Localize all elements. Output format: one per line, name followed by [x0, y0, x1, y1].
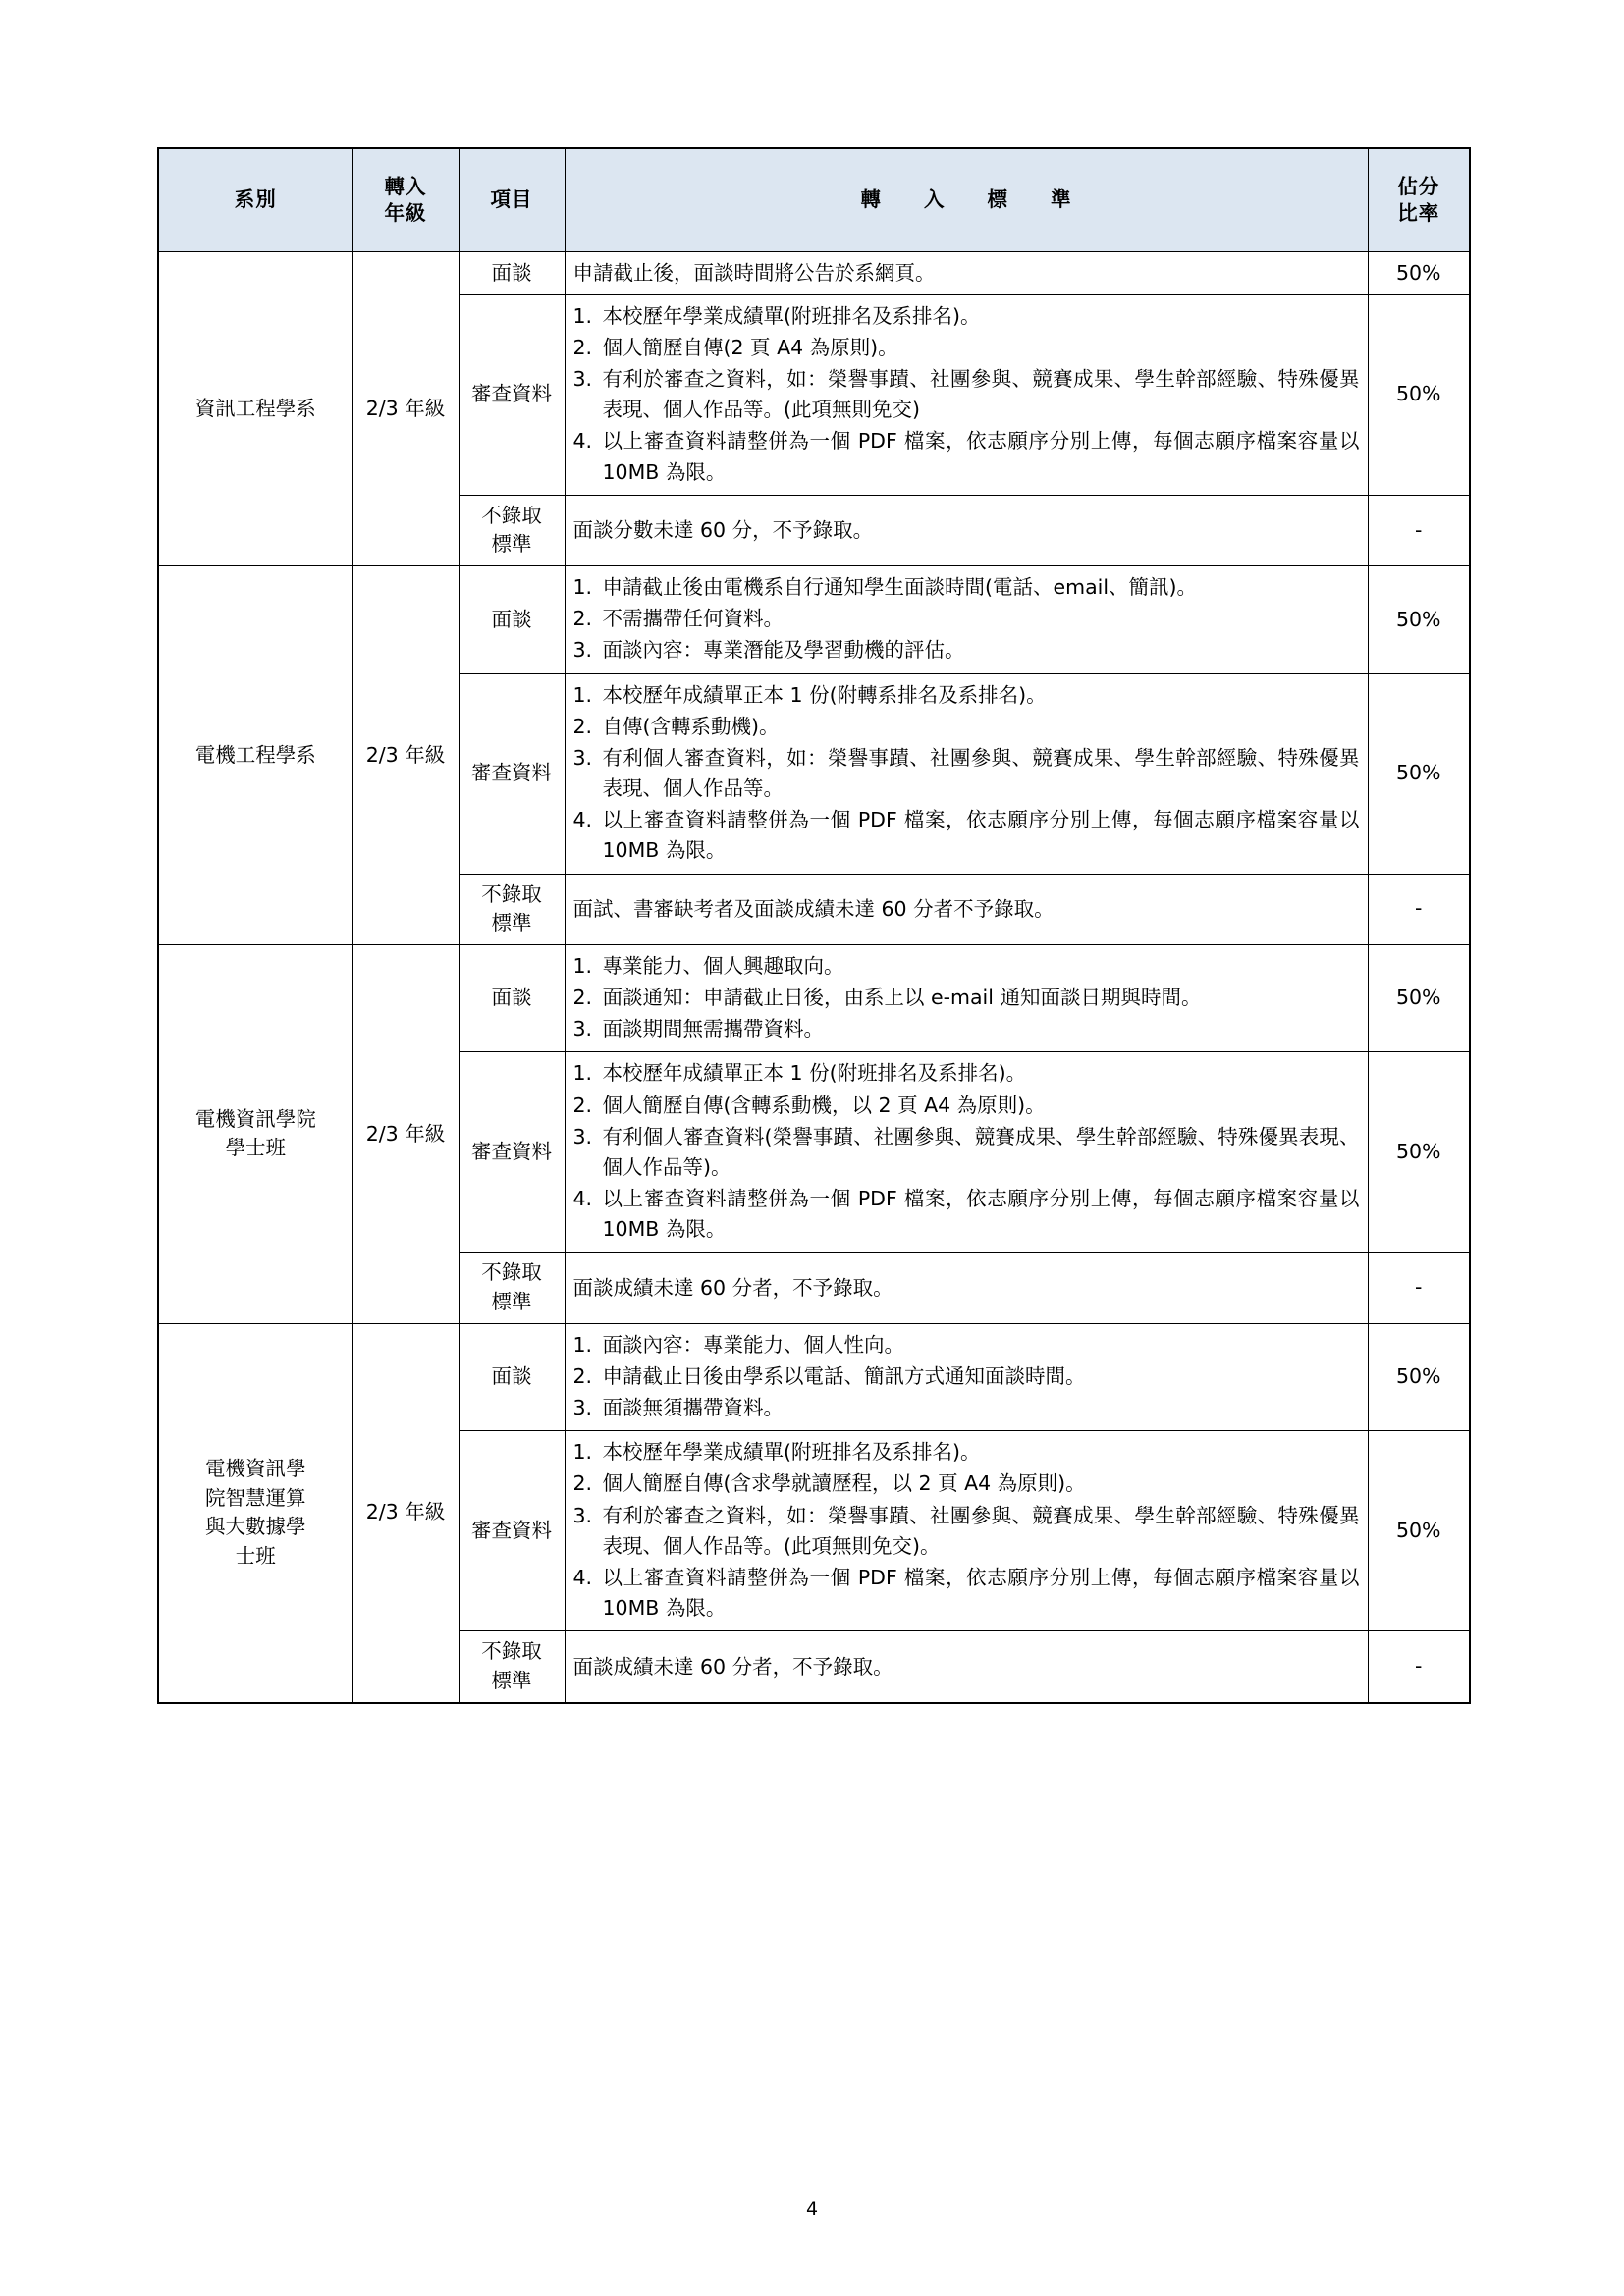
list-number: 1.	[572, 1061, 593, 1086]
item-cell-interview-4: 面談	[459, 1323, 565, 1430]
grade-cell-3: 2/3 年級	[352, 944, 459, 1323]
list-number: 2.	[572, 986, 593, 1010]
item-line2: 標準	[491, 1668, 532, 1692]
item-line1: 不錄取	[481, 1260, 542, 1285]
criteria-cell-reject-4	[565, 1631, 1368, 1703]
list-number: 3.	[572, 745, 593, 770]
dept-line1: 電機資訊學	[205, 1456, 306, 1480]
dept-line4: 士班	[235, 1543, 276, 1568]
header-item: 項目	[459, 148, 565, 252]
criteria-cell-interview-3	[565, 944, 1368, 1051]
list-number: 4.	[572, 1187, 593, 1211]
list-item: 3. 面談期間無需攜帶資料。	[573, 1014, 1360, 1044]
list-item: 2. 個人簡歷自傳(含轉系動機，以 2 頁 A4 為原則)。	[573, 1091, 1360, 1121]
dept-cell-4	[158, 1323, 352, 1702]
item-cell-interview-3: 面談	[459, 944, 565, 1051]
list-item: 2. 自傳(含轉系動機)。	[573, 712, 1360, 742]
list-item: 1. 本校歷年成績單正本 1 份(附轉系排名及系排名)。	[573, 680, 1360, 711]
list-item: 3. 有利於審查之資料，如：榮譽事蹟、社團參與、競賽成果、學生幹部經驗、特殊優異表現、個人作品等。(此項無則免交)。	[573, 1501, 1360, 1562]
item-cell-interview-2: 面談	[459, 566, 565, 673]
ratio-cell-interview-1: 50%	[1368, 252, 1470, 295]
list-number: 2.	[572, 1093, 593, 1117]
list-number: 3.	[572, 1503, 593, 1527]
criteria-list	[573, 1330, 1360, 1423]
header-department: 系別	[158, 148, 352, 252]
criteria-cell-review-1	[565, 294, 1368, 495]
list-number: 3.	[572, 1017, 593, 1041]
table-body	[158, 252, 1470, 1703]
header-grade	[352, 148, 459, 252]
page-number: 4	[805, 2198, 819, 2219]
list-item: 2. 面談通知：申請截止日後，由系上以 e-mail 通知面談日期與時間。	[573, 983, 1360, 1013]
table-row	[158, 944, 1470, 1051]
criteria-cell-interview-4	[565, 1323, 1368, 1430]
criteria-text: 面談成績未達 60 分者，不予錄取。	[572, 1654, 893, 1679]
list-number: 2.	[572, 335, 593, 359]
list-number: 3.	[572, 367, 593, 392]
ratio-cell-reject-1: -	[1368, 495, 1470, 565]
grade-cell-4: 2/3 年級	[352, 1323, 459, 1702]
criteria-cell-reject-2	[565, 874, 1368, 944]
list-item: 4. 以上審查資料請整併為一個 PDF 檔案，依志願序分別上傳，每個志願序檔案容量以 10MB 為限。	[573, 805, 1360, 866]
list-number: 2.	[572, 1471, 593, 1496]
dept-cell-1: 資訊工程學系	[158, 252, 352, 566]
item-line2: 標準	[491, 911, 532, 935]
criteria-text: 申請截止後，面談時間將公告於系網頁。	[572, 261, 936, 285]
list-number: 4.	[572, 1565, 593, 1589]
criteria-text: 面談分數未達 60 分，不予錄取。	[572, 518, 874, 543]
list-number: 1.	[572, 953, 593, 978]
item-cell-review-4: 審查資料	[459, 1431, 565, 1631]
list-number: 3.	[572, 1124, 593, 1148]
list-number: 4.	[572, 429, 593, 454]
list-number: 1.	[572, 682, 593, 707]
list-item: 1. 本校歷年成績單正本 1 份(附班排名及系排名)。	[573, 1058, 1360, 1089]
item-cell-review-2: 審查資料	[459, 673, 565, 874]
list-item: 2. 不需攜帶任何資料。	[573, 604, 1360, 634]
ratio-cell-reject-3: -	[1368, 1253, 1470, 1323]
list-number: 2.	[572, 607, 593, 631]
list-item: 3. 面談內容：專業潛能及學習動機的評估。	[573, 635, 1360, 666]
ratio-cell-review-4: 50%	[1368, 1431, 1470, 1631]
item-line1: 不錄取	[481, 503, 542, 527]
list-number: 4.	[572, 808, 593, 832]
dept-line2: 學士班	[225, 1136, 286, 1160]
ratio-cell-interview-4: 50%	[1368, 1323, 1470, 1430]
ratio-cell-review-1: 50%	[1368, 294, 1470, 495]
grade-cell-1: 2/3 年級	[352, 252, 459, 566]
list-item: 3. 有利個人審查資料(榮譽事蹟、社團參與、競賽成果、學生幹部經驗、特殊優異表現、個人作品等)。	[573, 1122, 1360, 1183]
list-item: 2. 申請截止日後由學系以電話、簡訊方式通知面談時間。	[573, 1362, 1360, 1392]
ratio-cell-reject-4: -	[1368, 1631, 1470, 1703]
list-number: 1.	[572, 1440, 593, 1465]
criteria-text: 面談成績未達 60 分者，不予錄取。	[572, 1275, 893, 1300]
list-number: 1.	[572, 303, 593, 328]
criteria-list	[573, 1437, 1360, 1624]
criteria-list	[573, 301, 1360, 488]
list-item: 4. 以上審查資料請整併為一個 PDF 檔案，依志願序分別上傳，每個志願序檔案容量以 10MB 為限。	[573, 426, 1360, 487]
list-item: 3. 有利於審查之資料，如：榮譽事蹟、社團參與、競賽成果、學生幹部經驗、特殊優異表現、個人作品等。(此項無則免交)	[573, 364, 1360, 425]
criteria-cell-interview-1	[565, 252, 1368, 295]
list-item: 4. 以上審查資料請整併為一個 PDF 檔案，依志願序分別上傳，每個志願序檔案容量以 10MB 為限。	[573, 1184, 1360, 1245]
list-number: 3.	[572, 1396, 593, 1420]
criteria-cell-interview-2	[565, 566, 1368, 673]
list-item: 3. 有利個人審查資料，如：榮譽事蹟、社團參與、競賽成果、學生幹部經驗、特殊優異表現、個人作品等。	[573, 743, 1360, 804]
header-ratio	[1368, 148, 1470, 252]
criteria-cell-reject-1	[565, 495, 1368, 565]
item-cell-review-1: 審查資料	[459, 294, 565, 495]
header-grade-line1: 轉入	[384, 175, 427, 199]
criteria-list	[573, 572, 1360, 666]
ratio-cell-review-2: 50%	[1368, 673, 1470, 874]
item-cell-reject-3	[459, 1253, 565, 1323]
ratio-cell-interview-3: 50%	[1368, 944, 1470, 1051]
list-number: 2.	[572, 714, 593, 738]
header-ratio-line1: 佔分	[1397, 175, 1440, 199]
list-item: 1. 本校歷年學業成績單(附班排名及系排名)。	[573, 301, 1360, 332]
criteria-cell-review-4	[565, 1431, 1368, 1631]
ratio-cell-interview-2: 50%	[1368, 566, 1470, 673]
item-line1: 不錄取	[481, 1639, 542, 1664]
ratio-cell-review-3: 50%	[1368, 1052, 1470, 1253]
table-row	[158, 566, 1470, 673]
criteria-cell-review-3	[565, 1052, 1368, 1253]
table-row	[158, 252, 1470, 295]
item-line2: 標準	[491, 532, 532, 557]
criteria-cell-reject-3	[565, 1253, 1368, 1323]
dept-line1: 電機資訊學院	[194, 1106, 316, 1131]
header-ratio-line2: 比率	[1397, 201, 1440, 225]
list-number: 1.	[572, 1332, 593, 1357]
criteria-text: 面試、書審缺考者及面談成績未達 60 分者不予錄取。	[572, 896, 1055, 921]
criteria-list	[573, 951, 1360, 1044]
header-grade-line2: 年級	[384, 201, 427, 225]
item-cell-review-3: 審查資料	[459, 1052, 565, 1253]
transfer-criteria-table	[157, 147, 1471, 1704]
item-cell-reject-1	[459, 495, 565, 565]
criteria-list	[573, 1058, 1360, 1245]
table-row	[158, 1323, 1470, 1430]
header-criteria: 轉 入 標 準	[565, 148, 1368, 252]
list-item: 1. 專業能力、個人興趣取向。	[573, 951, 1360, 982]
list-item: 1. 面談內容：專業能力、個人性向。	[573, 1330, 1360, 1361]
list-number: 2.	[572, 1363, 593, 1388]
list-item: 2. 個人簡歷自傳(2 頁 A4 為原則)。	[573, 333, 1360, 363]
item-line2: 標準	[491, 1290, 532, 1314]
list-number: 1.	[572, 575, 593, 600]
dept-cell-2: 電機工程學系	[158, 566, 352, 945]
dept-cell-3	[158, 944, 352, 1323]
ratio-cell-reject-2: -	[1368, 874, 1470, 944]
dept-line2: 院智慧運算	[205, 1485, 306, 1510]
list-item: 2. 個人簡歷自傳(含求學就讀歷程，以 2 頁 A4 為原則)。	[573, 1468, 1360, 1499]
list-number: 3.	[572, 638, 593, 663]
item-cell-reject-2	[459, 874, 565, 944]
item-cell-reject-4	[459, 1631, 565, 1703]
list-item: 3. 面談無須攜帶資料。	[573, 1393, 1360, 1423]
item-cell-interview-1: 面談	[459, 252, 565, 295]
criteria-list	[573, 680, 1360, 867]
list-item: 1. 申請截止後由電機系自行通知學生面談時間(電話、email、簡訊)。	[573, 572, 1360, 603]
table-header-row	[158, 148, 1470, 252]
item-line1: 不錄取	[481, 881, 542, 906]
criteria-cell-review-2	[565, 673, 1368, 874]
list-item: 4. 以上審查資料請整併為一個 PDF 檔案，依志願序分別上傳，每個志願序檔案容量以 10MB 為限。	[573, 1563, 1360, 1624]
grade-cell-2: 2/3 年級	[352, 566, 459, 945]
dept-line3: 與大數據學	[205, 1515, 306, 1539]
list-item: 1. 本校歷年學業成績單(附班排名及系排名)。	[573, 1437, 1360, 1468]
